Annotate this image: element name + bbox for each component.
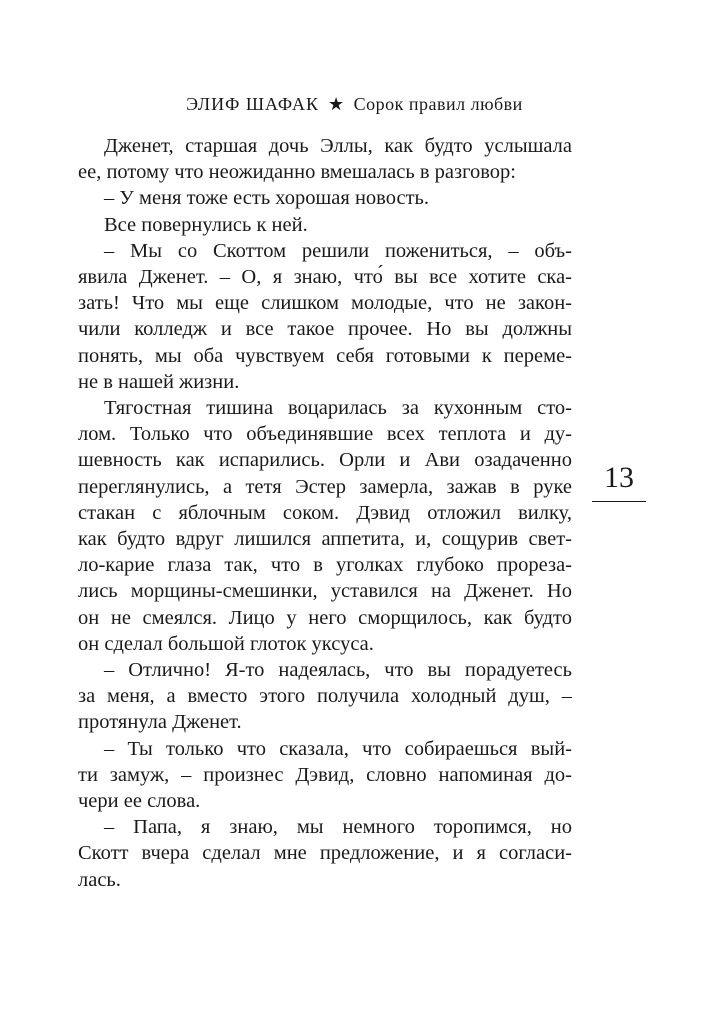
text-line: ее, потому что неожиданно вмешалась в разговор: <box>78 161 516 184</box>
text-line: не в нашей жизни. <box>78 370 240 393</box>
text-line: Скотт вчера сделал мне предложение, и я согласи- <box>78 842 572 865</box>
paragraph <box>78 212 572 238</box>
text-line: стакан с яблочным соком. Дэвид отложил вилку, <box>78 501 572 524</box>
text-line: – Ты только что сказала, что собираешься вый- <box>104 737 572 760</box>
text-line: чили колледж и все такое прочее. Но вы должны <box>78 318 572 341</box>
text-line: протянула Дженет. <box>78 711 242 734</box>
text-line: – У меня тоже есть хорошая новость. <box>104 187 430 210</box>
text-line: он сделал большой глоток уксуса. <box>78 632 374 655</box>
text-line: понять, мы оба чувствуем себя готовыми к переме- <box>78 344 572 367</box>
paragraph <box>78 133 572 185</box>
text-line: ти замуж, – произнес Дэвид, словно напоминая до- <box>78 763 572 786</box>
paragraph <box>78 238 572 395</box>
text-line: – Отлично! Я-то надеялась, что вы порадуетесь <box>104 659 572 682</box>
header-author: ЭЛИФ ШАФАК <box>186 94 319 114</box>
text-line: зать! Что мы еще слишком молодые, что не закон- <box>78 292 572 315</box>
paragraph <box>78 185 572 211</box>
text-line: ло-карие глаза так, что в уголках глубоко прореза- <box>78 554 572 577</box>
text-line: лась. <box>78 868 121 891</box>
body-text <box>78 133 572 893</box>
text-line: лись морщины-смешинки, уставился на Дженет. Но <box>78 580 572 603</box>
star-icon: ★ <box>327 94 345 114</box>
paragraph <box>78 814 572 893</box>
text-line: – Папа, я знаю, мы немного торопимся, но <box>104 816 572 839</box>
text-line: чери ее слова. <box>78 790 201 813</box>
text-line: – Мы со Скоттом решили пожениться, – объ- <box>104 239 572 262</box>
text-line: шевность как испарились. Орли и Ави озадаченно <box>78 449 572 472</box>
page-number: 13 <box>592 455 646 502</box>
paragraph <box>78 657 572 736</box>
text-line: за меня, а вместо этого получила холодный душ, – <box>78 685 572 708</box>
text-line: переглянулись, а тетя Эстер замерла, зажав в руке <box>78 475 572 498</box>
header-book-title: Сорок правил любви <box>353 94 523 114</box>
text-line: Все повернулись к ней. <box>104 213 308 236</box>
text-line: Дженет, старшая дочь Эллы, как будто услышала <box>104 135 572 157</box>
text-line: Тягостная тишина воцарилась за кухонным сто- <box>104 397 572 420</box>
running-head <box>0 94 709 115</box>
text-line: как будто вдруг лишился аппетита, и, сощурив свет- <box>78 528 572 551</box>
text-line: он не смеялся. Лицо у него сморщилось, как будто <box>78 606 572 629</box>
text-line: лом. Только что объединявшие всех теплота и ду- <box>78 423 572 446</box>
text-line: явила Дженет. – О, я знаю, что́ вы все хотите ска- <box>78 266 572 289</box>
paragraph <box>78 395 572 657</box>
paragraph <box>78 736 572 815</box>
